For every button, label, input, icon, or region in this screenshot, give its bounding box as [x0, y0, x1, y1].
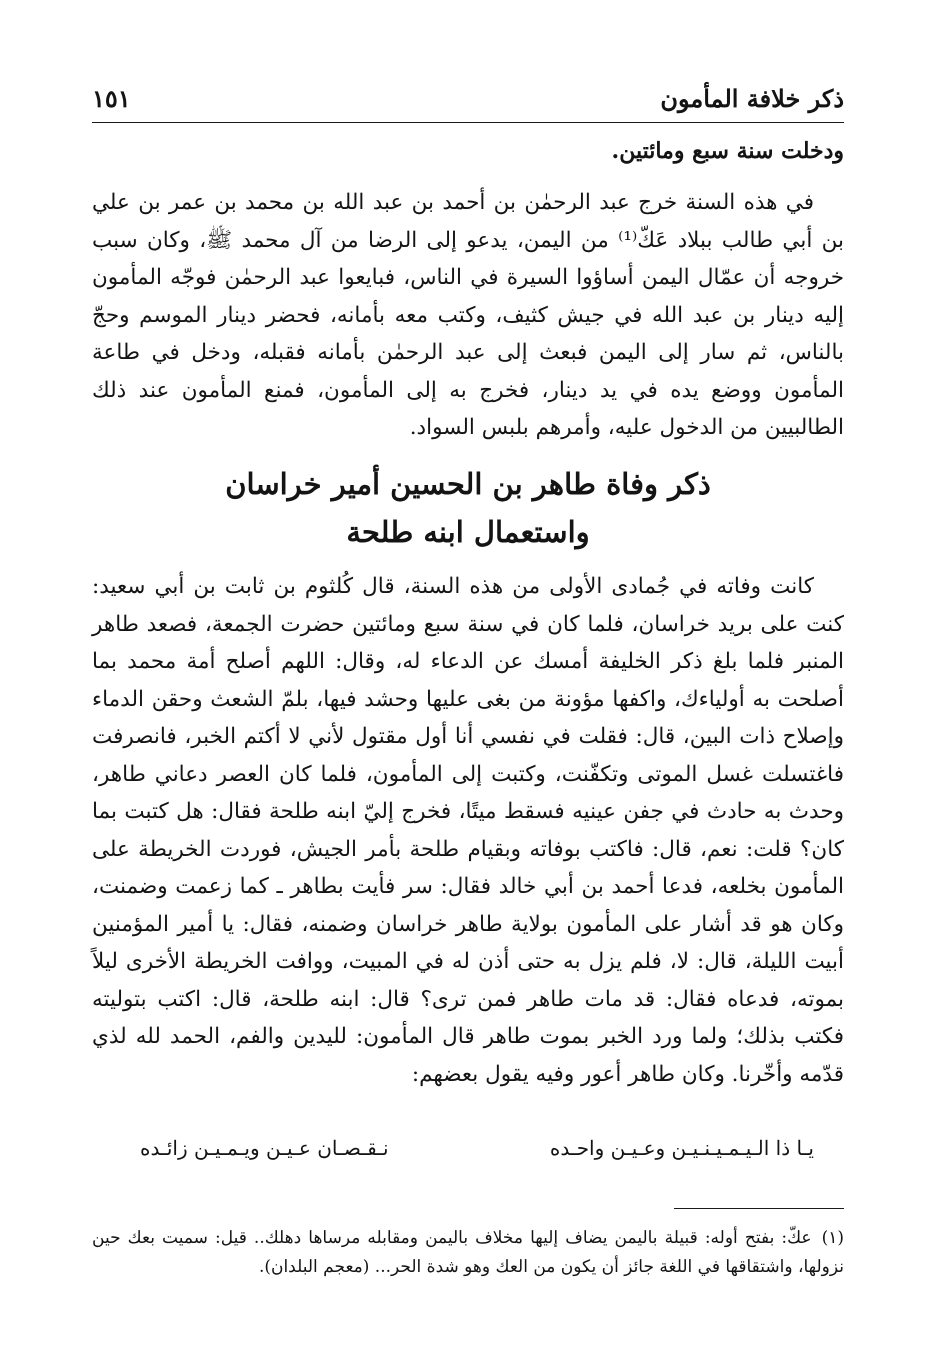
verse-hemistich-first: يـا ذا الـيـمـيـنـيـن وعـيـن واحـده: [549, 1136, 814, 1160]
paragraph-tahir-death: كانت وفاته في جُمادى الأولى من هذه السنة، قال كُلثوم بن ثابت بن أبي سعيد: كنت على بريد خراسان، فلما كان في سنة سبع ومائتين حضرت الجمعة، فصعد طاهر المنبر فلما بلغ ذكر الخليفة أمسك عن الدعاء له، وقال: اللهم أصلح أمة محمد بما أصلحت به أولياءك، واكفها مؤونة من بغى عليها وحشد فيها، بلمّ الشعث وحقن الدماء وإصلاح ذات البين، قال: فقلت في نفسي أنا أول مقتول لأني لا أكتم الخبر، فانصرفت فاغتسلت غسل الموتى وتكفّنت، وكتبت إلى المأمون، فلما كان العصر دعاني طاهر، وحدث به حادث في جفن عينيه فسقط ميتًا، فخرج إليّ ابنه طلحة فقال: هل كتبت بما كان؟ قلت: نعم، قال: فاكتب بوفاته وبقيام طلحة بأمر الجيش، فوردت الخريطة على المأمون بخلعه، فدعا أحمد بن أبي خالد فقال: سر فأيت بطاهر ـ كما زعمت وضمنت، وكان هو قد أشار على المأمون بولاية طاهر خراسان وضمنه، فقال: يا أمير المؤمنين أبيت الليلة، قال: لا، فلم يزل به حتى أذن له في المبيت، ووافت الخريطة الأخرى ليلاً بموته، فدعاه فقال: قد مات طاهر فمن ترى؟ قال: ابنه طلحة، قال: اكتب بتوليته فكتب بذلك؛ ولما ورد الخبر بموت طاهر قال المأمون: لليدين والفم، الحمد لله لذي قدّمه وأخّرنا. وكان طاهر أعور وفيه يقول بعضهم:: [92, 574, 844, 1087]
verse-hemistich-second: نـقـصـان عـيـن ويـمـيـن زائـده: [140, 1136, 389, 1160]
footnote-text: عكّ: بفتح أوله: قبيلة باليمن يضاف إليها مخلاف باليمن ومقابله مرساها دهلك.. قيل: سميت بعك حين نزولها، واشتقاقها في اللغة جائز أن يكون من العك وهو شدة الحر... (معجم البلدان).: [92, 1228, 844, 1277]
poem-verse: [92, 1136, 844, 1176]
footnote: [92, 1224, 844, 1282]
section-heading: [92, 460, 844, 556]
year-heading: ودخلت سنة سبع ومائتين.: [611, 138, 844, 164]
page-number: ١٥١: [92, 84, 131, 113]
footnote-divider: [674, 1208, 844, 1209]
footnote-number: (١): [821, 1228, 844, 1248]
section-heading-line-1: ذكر وفاة طاهر بن الحسين أمير خراسان: [225, 467, 711, 501]
section-heading-line-2: واستعمال ابنه طلحة: [346, 515, 590, 549]
page-header: [92, 78, 844, 123]
paragraph-year-207: في هذه السنة خرج عبد الرحمٰن بن أحمد بن عبد الله بن محمد بن عمر بن علي بن أبي طالب ببلاد عَكّ⁽¹⁾ من اليمن، يدعو إلى الرضا من آل محمد ﷺ، وكان سبب خروجه أن عمّال اليمن أساؤوا السيرة في الناس، فبايعوا عبد الرحمٰن فوجّه المأمون إليه دينار بن عبد الله في جيش كثيف، وكتب معه بأمانه، فحضر دينار الموسم وحجّ بالناس، ثم سار إلى اليمن فبعث إلى عبد الرحمٰن بأمانه فقبله، ودخل في طاعة المأمون ووضع يده في يد دينار، فخرج به إلى المأمون، فمنع المأمون عند ذلك الطالبيين من الدخول عليه، وأمرهم بلبس السواد.: [92, 190, 844, 440]
running-title: ذكر خلافة المأمون: [660, 84, 844, 113]
